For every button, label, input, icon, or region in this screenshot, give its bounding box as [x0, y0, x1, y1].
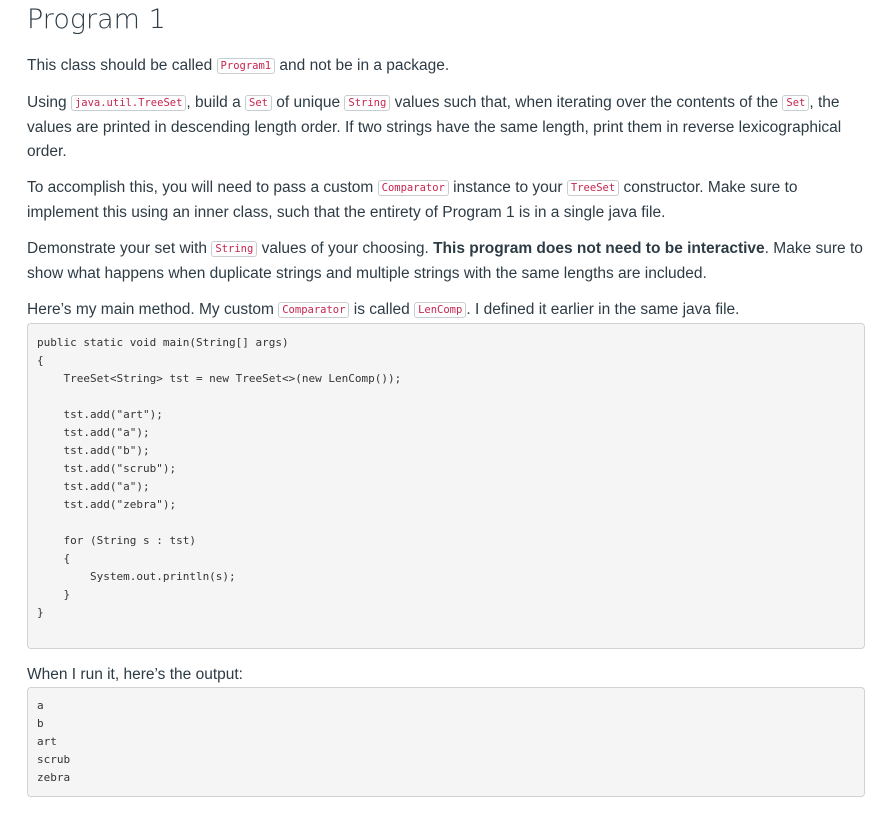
program-output-block: a b art scrub zebra	[27, 687, 865, 797]
bold-note: This program does not need to be interactive	[433, 240, 765, 257]
inline-code-set: Set	[782, 95, 809, 111]
inline-code-string: String	[211, 241, 257, 257]
text-segment: To accomplish this, you will need to pass a custom	[27, 179, 378, 196]
paragraph-comparator-instructions	[27, 176, 865, 225]
inline-code-program1: Program1	[217, 58, 276, 74]
text-segment: Using	[27, 94, 71, 111]
text-segment: . Make sure to show what happens when duplicate strings and multiple strings with the same lengths are included.	[27, 240, 863, 282]
text-segment: . I defined it earlier in the same java file.	[466, 301, 740, 318]
inline-code-java-util-treeset: java.util.TreeSet	[71, 95, 186, 111]
text-segment: Here’s my main method. My custom	[27, 301, 279, 318]
inline-code-treeset: TreeSet	[567, 180, 619, 196]
paragraph-demonstration	[27, 237, 865, 286]
text-segment: Demonstrate your set with	[27, 240, 212, 257]
inline-code-string: String	[344, 95, 390, 111]
text-segment: constructor. Make sure to implement this using an inner class, such that the entirety of Program 1 is in a single java file.	[27, 179, 798, 221]
page-title: Program 1	[27, 4, 166, 35]
text-segment: When I run it, here’s the output:	[27, 666, 243, 683]
text-segment: , build a	[186, 94, 246, 111]
text-segment: values such that, when iterating over the contents of the	[390, 94, 783, 111]
paragraph-class-name	[27, 54, 865, 79]
text-segment: of unique	[271, 94, 345, 111]
inline-code-set: Set	[245, 95, 272, 111]
main-method-code-block: public static void main(String[] args) { TreeSet<String> tst = new TreeSet<>(new LenComp()); tst.add("art"); tst.add("a"); tst.add("b"); tst.add("scrub"); tst.add("a"); tst.add("zebra"); for (String s : tst) { System.out.println(s); } }	[27, 323, 865, 649]
text-segment: instance to your	[448, 179, 567, 196]
text-segment: values of your choosing.	[257, 240, 434, 257]
assignment-page	[27, 0, 865, 797]
text-segment: , the values are printed in descending length order. If two strings have the same length, print them in reverse lexicographical order.	[27, 94, 842, 160]
inline-code-comparator: Comparator	[278, 302, 349, 318]
inline-code-comparator: Comparator	[378, 180, 449, 196]
paragraph-output-intro	[27, 663, 865, 687]
inline-code-lencomp: LenComp	[414, 302, 466, 318]
text-segment: is called	[349, 301, 415, 318]
paragraph-treeset-requirements	[27, 91, 865, 164]
text-segment: and not be in a package.	[275, 57, 450, 74]
paragraph-main-method-intro	[27, 298, 865, 323]
text-segment: This class should be called	[27, 57, 217, 74]
